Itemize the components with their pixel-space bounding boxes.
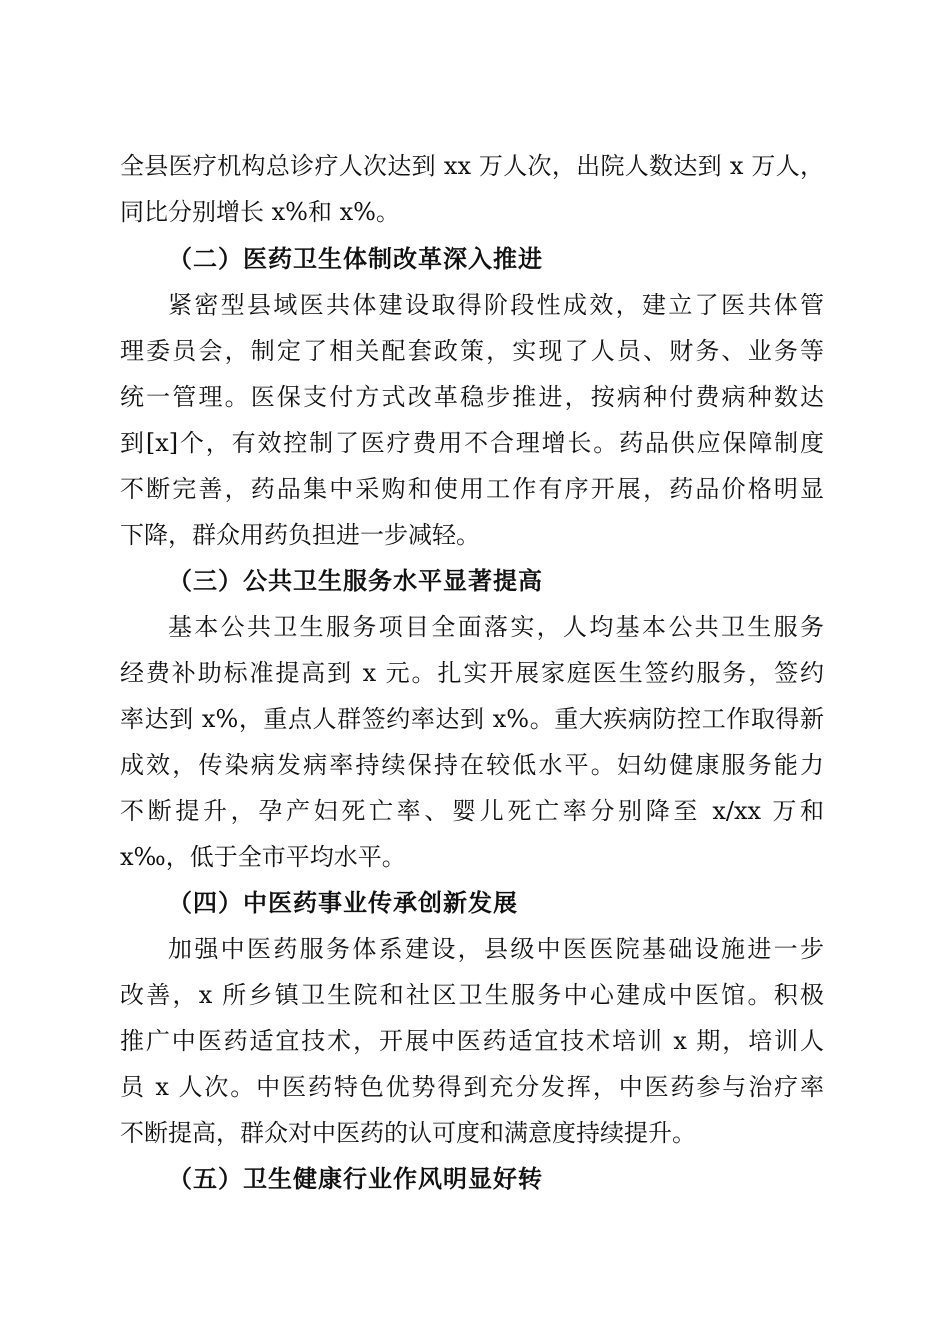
section-3-line-4: 成效，传染病发病率持续保持在较低水平。妇幼健康服务能力: [120, 751, 824, 779]
section-4-line-1: 加强中医药服务体系建设，县级中医医院基础设施进一步: [168, 935, 824, 963]
section-3-line-6: x‰，低于全市平均水平。: [120, 843, 406, 871]
section-2-line-2: 理委员会，制定了相关配套政策，实现了人员、财务、业务等: [120, 337, 824, 365]
section-2-line-4: 到[x]个，有效控制了医疗费用不合理增长。药品供应保障制度: [120, 429, 824, 457]
section-2-line-3: 统一管理。医保支付方式改革稳步推进，按病种付费病种数达: [120, 383, 824, 411]
section-2-line-6: 下降，群众用药负担进一步减轻。: [120, 521, 480, 549]
section-heading-5: （五）卫生健康行业作风明显好转: [168, 1165, 543, 1193]
section-heading-4: （四）中医药事业传承创新发展: [168, 889, 518, 917]
section-3-line-1: 基本公共卫生服务项目全面落实，人均基本公共卫生服务: [168, 613, 824, 641]
section-3-line-5: 不断提升，孕产妇死亡率、婴儿死亡率分别降至 x/xx 万和: [120, 797, 824, 825]
section-heading-2: （二）医药卫生体制改革深入推进: [168, 245, 543, 273]
section-3-line-2: 经费补助标准提高到 x 元。扎实开展家庭医生签约服务，签约: [120, 659, 824, 687]
section-4-line-2: 改善，x 所乡镇卫生院和社区卫生服务中心建成中医馆。积极: [120, 981, 824, 1009]
section-4-line-4: 员 x 人次。中医药特色优势得到充分发挥，中医药参与治疗率: [120, 1073, 824, 1101]
section-2-line-1: 紧密型县域医共体建设取得阶段性成效，建立了医共体管: [168, 291, 824, 319]
section-heading-3: （三）公共卫生服务水平显著提高: [168, 567, 543, 595]
intro-line-2: 同比分别增长 x%和 x%。: [120, 198, 400, 226]
intro-line-1: 全县医疗机构总诊疗人次达到 xx 万人次，出院人数达到 x 万人，: [120, 152, 824, 180]
section-4-line-3: 推广中医药适宜技术，开展中医药适宜技术培训 x 期，培训人: [120, 1027, 824, 1055]
section-4-line-5: 不断提高，群众对中医药的认可度和满意度持续提升。: [120, 1119, 696, 1147]
section-3-line-3: 率达到 x%，重点人群签约率达到 x%。重大疾病防控工作取得新: [120, 705, 824, 733]
section-2-line-5: 不断完善，药品集中采购和使用工作有序开展，药品价格明显: [120, 475, 824, 503]
